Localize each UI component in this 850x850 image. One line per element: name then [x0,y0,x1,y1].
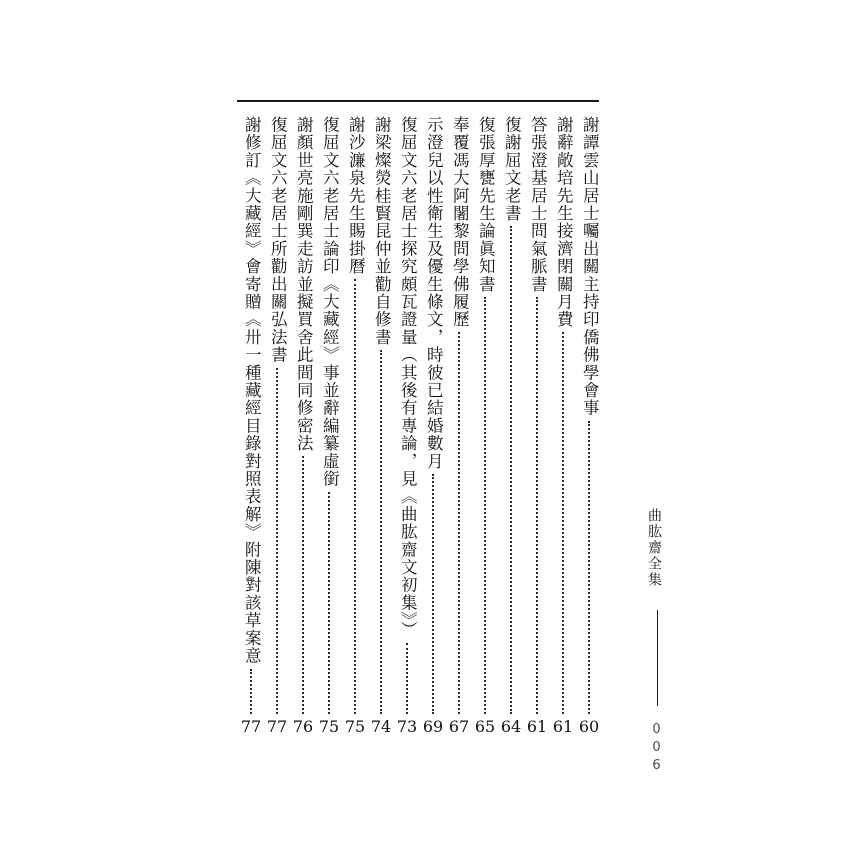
toc-entry-page: 73 [396,717,418,736]
toc-entry-title: 復屈文六老居士論印《大藏經》事並辭編纂虛銜 [320,116,340,488]
toc-entry[interactable] [316,116,342,736]
toc-entry-page: 64 [500,717,522,736]
toc-entry-title: 謝辭敞培先生接濟閉關月費 [554,116,574,329]
toc-entry-title: 謝梁燦熒桂賢昆仲並勸自修書 [372,116,392,347]
toc-entry-page: 69 [422,717,444,736]
leader-dots [484,297,486,714]
leader-dots [354,279,356,714]
leader-dots [328,492,330,714]
toc-entry[interactable] [290,116,316,736]
toc-entry[interactable] [238,116,264,736]
toc-entry[interactable] [576,116,602,736]
toc-entry[interactable] [420,116,446,736]
running-head-rule [657,610,658,706]
leader-dots [250,669,252,714]
leader-dots [458,332,460,714]
toc-entry-title: 復張厚甕先生論眞知書 [476,116,496,293]
toc-entry-title: 復屈文六老居士所勸出關弘法書 [268,116,288,364]
toc-entry-page: 61 [552,717,574,736]
toc-entry-title: 謝修訂《大藏經》會寄贈《卅一種藏經目錄對照表解》附陳對該草案意 [242,116,262,665]
toc-entry[interactable] [550,116,576,736]
toc-entry[interactable] [368,116,394,736]
leader-dots [302,456,304,714]
toc-entry[interactable] [342,116,368,736]
toc-entry[interactable] [264,116,290,736]
toc-entry-title: 謝沙濂泉先生賜掛曆 [346,116,366,276]
toc-entry[interactable] [524,116,550,736]
page-folio: 006 [649,722,664,776]
table-of-contents [230,116,602,736]
toc-entry[interactable] [446,116,472,736]
toc-entry[interactable] [498,116,524,736]
leader-dots [588,421,590,714]
toc-entry-title: 示澄兒以性衛生及優生條文，時彼已結婚數月 [424,116,444,470]
leader-dots [380,350,382,714]
toc-entry-page: 60 [578,717,600,736]
leader-dots [536,297,538,714]
toc-entry-page: 75 [344,717,366,736]
leader-dots [276,368,278,714]
toc-entry[interactable] [472,116,498,736]
leader-dots [562,332,564,714]
toc-entry[interactable] [394,116,420,736]
toc-entry-title: 復謝屈文老書 [502,116,522,223]
toc-entry-title: 復屈文六老居士探究頗瓦證量（其後有專論，見《曲肱齋文初集》） [398,116,418,639]
toc-entry-title: 謝譚雲山居士囑出關主持印僑佛學會事 [580,116,600,417]
toc-entry-title: 謝顏世亮施剛巽走訪並擬買舍此間同修密法 [294,116,314,453]
toc-entry-page: 77 [240,717,262,736]
toc-entry-page: 65 [474,717,496,736]
toc-entry-title: 答張澄基居士問氣脈書 [528,116,548,293]
header-rule [237,100,599,102]
toc-entry-page: 76 [292,717,314,736]
toc-entry-page: 61 [526,717,548,736]
toc-entry-page: 67 [448,717,470,736]
toc-entry-page: 77 [266,717,288,736]
toc-entry-title: 奉覆馮大阿闍黎問學佛履歷 [450,116,470,329]
toc-entry-page: 74 [370,717,392,736]
toc-entry-page: 75 [318,717,340,736]
leader-dots [406,643,408,714]
leader-dots [510,226,512,714]
leader-dots [432,474,434,714]
running-head: 曲肱齋全集 [646,508,662,588]
